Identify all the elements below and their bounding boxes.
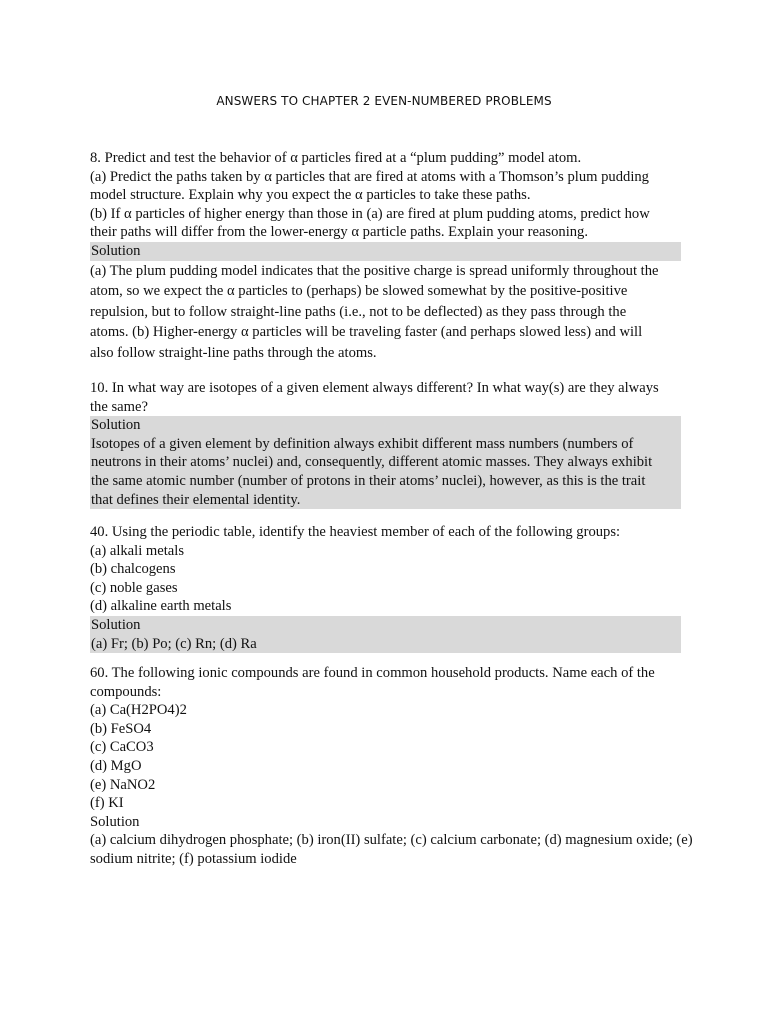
solution-line: sodium nitrite; (f) potassium iodide <box>90 850 297 867</box>
problem-40 <box>90 523 720 653</box>
question-line: their paths will differ from the lower-energy α particle paths. Explain your reasoning. <box>90 224 588 241</box>
solution-box <box>90 616 681 653</box>
question-line: (b) FeSO4 <box>90 720 152 737</box>
question-line: (a) Ca(H2PO4)2 <box>90 702 187 719</box>
problem-10 <box>90 379 720 509</box>
question-line: (a) Predict the paths taken by α particles that are fired at atoms with a Thomson’s plum pudding <box>90 168 649 185</box>
solution-label: Solution <box>91 417 141 434</box>
question-line: (f) KI <box>90 795 124 812</box>
page-title: ANSWERS TO CHAPTER 2 EVEN-NUMBERED PROBLEMS <box>216 94 552 108</box>
solution-body <box>90 261 720 364</box>
question-line: (c) noble gases <box>90 579 178 596</box>
question-line: model structure. Explain why you expect the α particles to take these paths. <box>90 187 531 204</box>
question-line: 10. In what way are isotopes of a given element always different? In what way(s) are they always <box>90 380 659 396</box>
solution-line: Isotopes of a given element by definition always exhibit different mass numbers (numbers of <box>91 435 634 452</box>
solution-line: the same atomic number (number of protons in their atoms’ nuclei), however, as this is the trait <box>91 472 646 489</box>
solution-line: atom, so we expect the α particles to (perhaps) be slowed somewhat by the positive-positive <box>90 283 628 300</box>
solution-line: repulsion, but to follow straight-line paths (i.e., not to be deflected) as they pass through the <box>90 303 627 320</box>
solution-label: Solution <box>90 242 681 261</box>
solution-box <box>90 416 681 509</box>
solution-label: Solution <box>90 813 140 830</box>
solution-line: neutrons in their atoms’ nuclei) and, consequently, different atomic masses. They always exhibit <box>91 454 653 471</box>
question-line: 60. The following ionic compounds are found in common household products. Name each of the <box>90 665 655 681</box>
question-line: compounds: <box>90 683 162 700</box>
question-line: 40. Using the periodic table, identify the heaviest member of each of the following groups: <box>90 524 621 540</box>
question-line: 8. Predict and test the behavior of α particles fired at a “plum pudding” model atom. <box>90 150 582 166</box>
solution-line: atoms. (b) Higher-energy α particles will be traveling faster (and perhaps slowed less) and will <box>90 324 643 341</box>
solution-line: also follow straight-line paths through the atoms. <box>90 344 377 361</box>
solution-line: (a) The plum pudding model indicates that the positive charge is spread uniformly throughout the <box>90 262 659 279</box>
question-line: (d) alkaline earth metals <box>90 598 232 615</box>
question-line: (c) CaCO3 <box>90 739 154 756</box>
solution-label: Solution <box>91 616 141 633</box>
question-line: (e) NaNO2 <box>90 776 156 793</box>
problem-60 <box>90 664 720 869</box>
question-line: (d) MgO <box>90 757 142 774</box>
problem-8 <box>90 149 720 363</box>
question-line: (b) chalcogens <box>90 561 176 578</box>
solution-line: (a) Fr; (b) Po; (c) Rn; (d) Ra <box>91 635 257 652</box>
question-line: (a) alkali metals <box>90 542 185 559</box>
question-line: (b) If α particles of higher energy than those in (a) are fired at plum pudding atoms, predict how <box>90 205 650 222</box>
solution-line: that defines their elemental identity. <box>91 491 301 508</box>
solution-line: (a) calcium dihydrogen phosphate; (b) iron(II) sulfate; (c) calcium carbonate; (d) magnesium oxide; (e) <box>90 832 693 849</box>
question-line: the same? <box>90 398 148 415</box>
